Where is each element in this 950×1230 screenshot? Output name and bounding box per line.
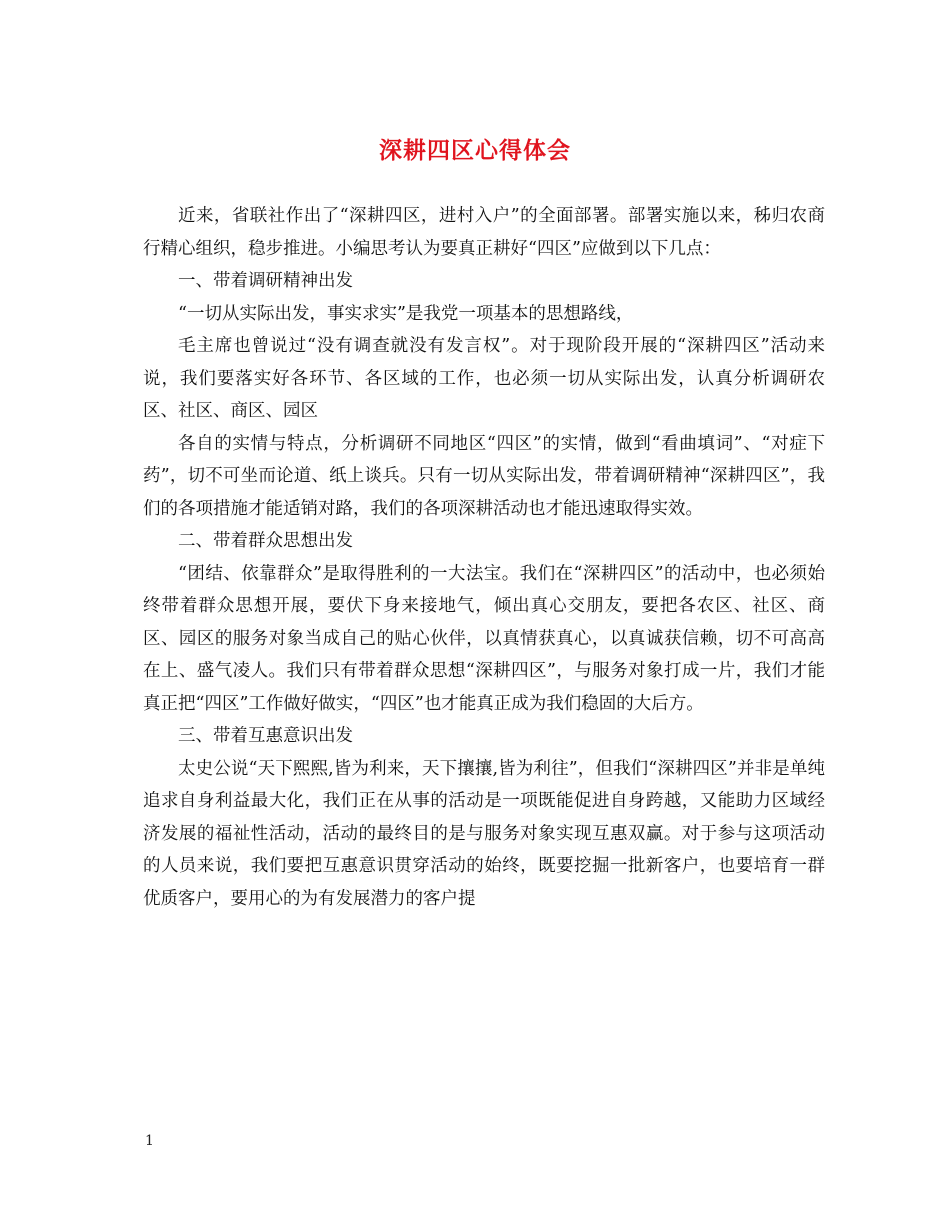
section-heading-1: 一、带着调研精神出发 <box>178 271 353 291</box>
document-body <box>143 200 825 915</box>
page-number: 1 <box>145 1133 154 1149</box>
paragraph: “一切从实际出发，事实求实”是我党一项基本的思想路线， <box>178 303 634 324</box>
section-heading-2: 二、带着群众思想出发 <box>178 531 353 551</box>
paragraph: 太史公说“天下熙熙,皆为利来，天下攘攘,皆为利往”，但我们“深耕四区”并非是单纯追求自身利益最大化，我们正在从事的活动是一项既能促进自身跨越，又能助力区域经济发展的福祉性活动，活动的最终目的是与服务对象实现互惠双赢。对于参与这项活动的人员来说，我们要把互惠意识贯穿活动的始终，既要挖掘一批新客户，也要培育一群优质客户，要用心的为有发展潜力的客户提 <box>143 758 825 909</box>
paragraph: 毛主席也曾说过“没有调查就没有发言权”。对于现阶段开展的“深耕四区”活动来说，我们要落实好各环节、各区域的工作，也必须一切从实际出发，认真分析调研农区、社区、商区、园区 <box>143 336 825 421</box>
section-heading-3: 三、带着互惠意识出发 <box>178 726 353 746</box>
paragraph: “团结、依靠群众”是取得胜利的一大法宝。我们在“深耕四区”的活动中，也必须始终带着群众思想开展，要伏下身来接地气，倾出真心交朋友，要把各农区、社区、商区、园区的服务对象当成自己的贴心伙伴，以真情获真心，以真诚获信赖，切不可高高在上、盛气凌人。我们只有带着群众思想“深耕四区”，与服务对象打成一片，我们才能真正把“四区”工作做好做实，“四区”也才能真正成为我们稳固的大后方。 <box>143 563 825 714</box>
paragraph: 各自的实情与特点，分析调研不同地区“四区”的实情，做到“看曲填词”、“对症下药”，切不可坐而论道、纸上谈兵。只有一切从实际出发，带着调研精神“深耕四区”，我们的各项措施才能适销对路，我们的各项深耕活动也才能迅速取得实效。 <box>143 433 825 519</box>
document-title: 深耕四区心得体会 <box>379 137 571 164</box>
paragraph-intro: 近来，省联社作出了“深耕四区，进村入户”的全面部署。部署实施以来，秭归农商行精心组织，稳步推进。小编思考认为要真正耕好“四区”应做到以下几点： <box>143 206 825 259</box>
